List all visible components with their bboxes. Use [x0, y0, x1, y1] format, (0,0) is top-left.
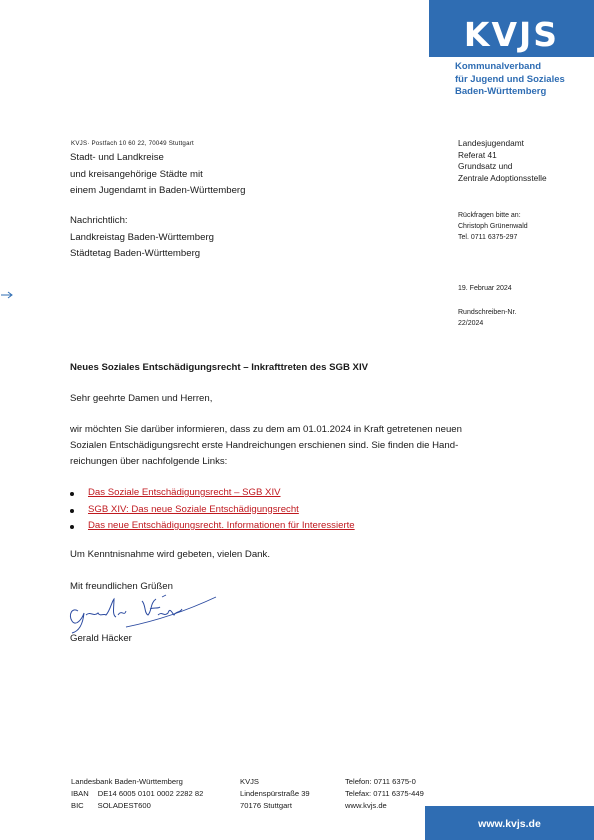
- footer-website-link[interactable]: www.kvjs.de: [345, 801, 387, 810]
- cc-block: Nachrichtlich: Landkreistag Baden-Württemberg Städtetag Baden-Württemberg: [70, 215, 214, 259]
- website-badge-text[interactable]: www.kvjs.de: [478, 818, 541, 830]
- bullet-icon: [70, 492, 74, 496]
- list-item: [70, 518, 470, 535]
- bullet-icon: [70, 525, 74, 529]
- logo-block: [429, 0, 594, 57]
- link-sgb-xiv-new-law[interactable]: SGB XIV: Das neue Soziale Entschädigungsrecht: [88, 503, 299, 515]
- link-list: [70, 485, 470, 535]
- fold-mark-arrow-icon: [0, 287, 14, 305]
- letter-date: 19. Februar 2024: [458, 285, 512, 292]
- link-info-interested[interactable]: Das neue Entschädigungsrecht. Informationen für Interessierte: [88, 520, 355, 531]
- department-block: Landesjugendamt Referat 41 Grundsatz und Zentrale Adoptionsstelle: [458, 138, 547, 183]
- signer-name: Gerald Häcker: [70, 633, 132, 644]
- footer-bank: Landesbank Baden-Württemberg IBAN DE14 6005 0101 0002 2282 82 BIC SOLADEST600: [71, 777, 204, 810]
- logo-wordmark: KVJS: [463, 15, 560, 54]
- list-item: [70, 502, 470, 519]
- subject-line: Neues Soziales Entschädigungsrecht – Inkrafttreten des SGB XIV: [70, 362, 369, 373]
- sender-return-line: KVJS· Postfach 10 60 22, 70049 Stuttgart: [71, 140, 194, 147]
- regards: Mit freundlichen Grüßen: [70, 581, 173, 592]
- bullet-icon: [70, 509, 74, 513]
- salutation: Sehr geehrte Damen und Herren,: [70, 393, 213, 404]
- contact-block: Rückfragen bitte an: Christoph Grünenwald Tel. 0711 6375-297: [458, 212, 528, 241]
- closing-note: Um Kenntnisnahme wird gebeten, vielen Dank.: [70, 549, 270, 560]
- website-badge: [425, 806, 594, 840]
- body-paragraph: wir möchten Sie darüber informieren, dass zu dem am 01.01.2024 in Kraft getretenen neuen Sozialen Entschädigungsrecht erste Handreichungen erschienen sind. Sie finden die Hand- reichungen über nachfolgende Links:: [70, 424, 462, 467]
- link-ser-sgb-xiv[interactable]: Das Soziale Entschädigungsrecht – SGB XIV: [88, 487, 281, 498]
- logo-subtitle: Kommunalverband für Jugend und Soziales Baden-Württemberg: [455, 61, 565, 97]
- recipient-address: Stadt- und Landkreise und kreisangehörige Städte mit einem Jugendamt in Baden-Württemberg: [70, 152, 246, 196]
- list-item: [70, 485, 470, 502]
- circular-number: Rundschreiben-Nr. 22/2024: [458, 309, 517, 327]
- footer-contact: Telefon: 0711 6375-0 Telefax: 0711 6375-449 www.kvjs.de: [345, 777, 424, 810]
- footer-address: KVJS Lindenspürstraße 39 70176 Stuttgart: [240, 777, 310, 810]
